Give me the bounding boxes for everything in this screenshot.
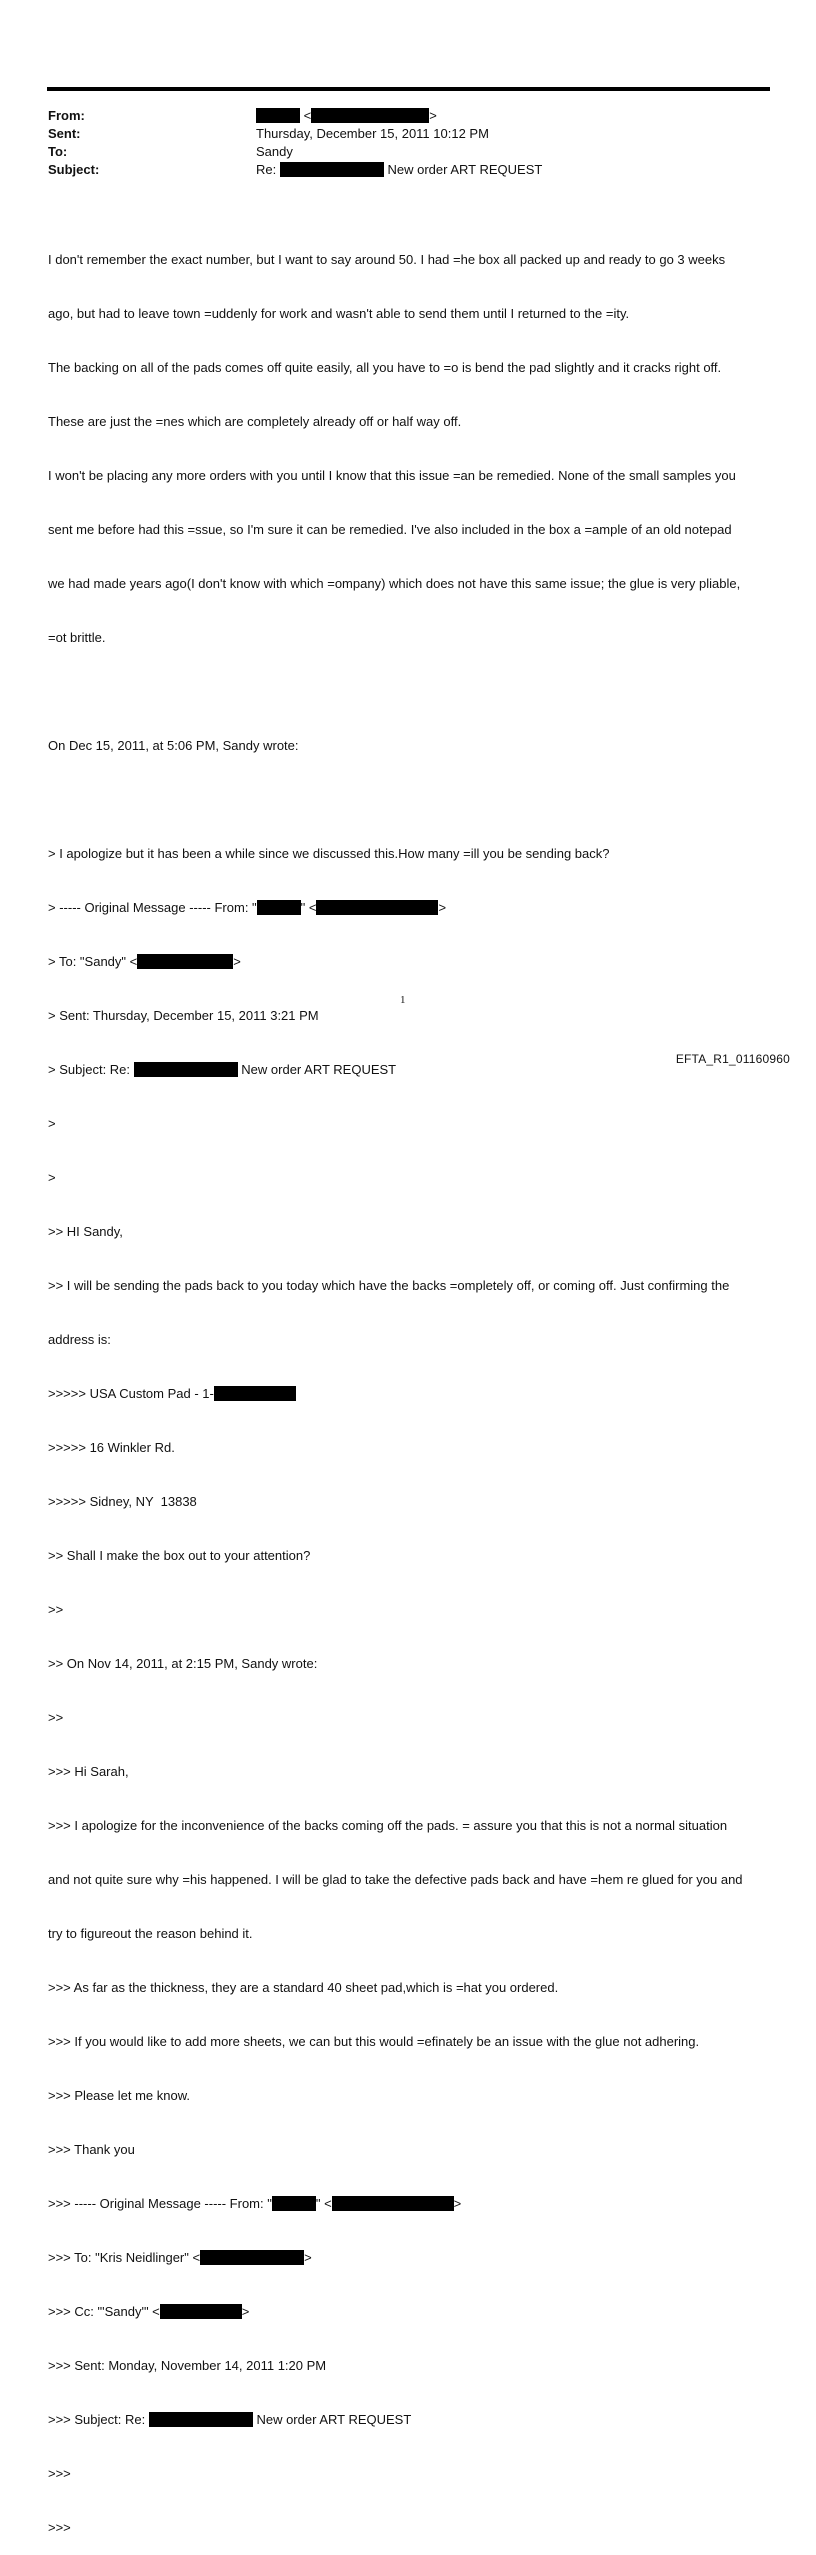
body-line: These are just the =nes which are completely already off or half way off. — [48, 414, 462, 429]
quoted-line: >>>>> Sidney, NY 13838 — [48, 1494, 197, 1509]
quoted-line: >> — [48, 1710, 64, 1725]
quoted-line: >>> Subject: Re: New order ART REQUEST — [48, 2412, 412, 2427]
quoted-line: >> — [48, 1602, 64, 1617]
quoted-line: >>> If you would like to add more sheets, we can but this would =efinately be an issue with the glue not adhering. — [48, 2034, 700, 2049]
quoted-line: >>> I apologize for the inconvenience of the backs coming off the pads. = assure you that this is not a normal situation — [48, 1818, 728, 1833]
page-number: 1 — [400, 994, 406, 1006]
quoted-line: and not quite sure why =his happened. I will be glad to take the defective pads back and have =hem re glued for you and — [48, 1872, 743, 1887]
quoted-line: >>> — [48, 2466, 71, 2481]
redaction-box — [280, 162, 384, 177]
sent-value: Thursday, December 15, 2011 10:12 PM — [256, 126, 489, 141]
quoted-line: >>>>> 16 Winkler Rd. — [48, 1440, 175, 1455]
from-value: < > — [256, 107, 437, 125]
body-line: =ot brittle. — [48, 630, 106, 645]
redaction-box — [256, 108, 300, 123]
quoted-line: >> Shall I make the box out to your attention? — [48, 1548, 311, 1563]
message-body — [48, 215, 772, 2555]
sent-label: Sent: — [48, 126, 81, 141]
body-line: The backing on all of the pads comes off quite easily, all you have to =o is bend the pad slightly and it cracks right off. — [48, 360, 722, 375]
redaction-box — [134, 1062, 238, 1077]
body-line: I won't be placing any more orders with you until I know that this issue =an be remedied. None of the small samples you — [48, 468, 736, 483]
quoted-line: >>> — [48, 2520, 71, 2535]
redaction-box — [311, 108, 429, 123]
quoted-line: >>>>> USA Custom Pad - 1- — [48, 1385, 772, 1403]
subject-value: Re: New order ART REQUEST — [256, 162, 543, 177]
quoted-line: > To: "Sandy" < > — [48, 954, 241, 969]
quoted-line: >>> To: "Kris Neidlinger" < > — [48, 2250, 312, 2265]
from-label: From: — [48, 108, 85, 123]
redaction-box — [160, 2304, 242, 2319]
quoted-line: > — [48, 1170, 56, 1185]
quoted-line: >>> Thank you — [48, 2142, 135, 2157]
quoted-line: >> I will be sending the pads back to you today which have the backs =ompletely off, or coming off. Just confirming the — [48, 1278, 730, 1293]
body-line: I don't remember the exact number, but I want to say around 50. I had =he box all packed up and ready to go 3 weeks — [48, 252, 726, 267]
body-line: ago, but had to leave town =uddenly for work and wasn't able to send them until I returned to the =ity. — [48, 306, 630, 321]
quoted-line: >> On Nov 14, 2011, at 2:15 PM, Sandy wrote: — [48, 1656, 318, 1671]
redaction-box — [214, 1386, 296, 1401]
redaction-box — [332, 2196, 454, 2211]
quoted-line: >>> As far as the thickness, they are a standard 40 sheet pad,which is =hat you ordered. — [48, 1980, 559, 1995]
quoted-line: try to figureout the reason behind it. — [48, 1926, 253, 1941]
redaction-box — [149, 2412, 253, 2427]
body-line: we had made years ago(I don't know with which =ompany) which does not have this same issue; the glue is very pliable, — [48, 576, 741, 591]
quoted-line: > Subject: Re: New order ART REQUEST — [48, 1062, 397, 1077]
quoted-line: >> HI Sandy, — [48, 1224, 123, 1239]
quoted-line: >>> ----- Original Message ----- From: " " < > — [48, 2196, 462, 2211]
to-value: Sandy — [256, 144, 293, 159]
redaction-box — [137, 954, 233, 969]
quoted-line: > Sent: Thursday, December 15, 2011 3:21 PM — [48, 1008, 319, 1023]
quote-intro: On Dec 15, 2011, at 5:06 PM, Sandy wrote: — [48, 738, 299, 753]
quoted-line: address is: — [48, 1332, 111, 1347]
quoted-line: >>> Hi Sarah, — [48, 1764, 129, 1779]
quoted-line: > — [48, 1116, 56, 1131]
quoted-line: > I apologize but it has been a while since we discussed this.How many =ill you be sending back? — [48, 846, 610, 861]
subject-label: Subject: — [48, 162, 100, 177]
quoted-line: >>> Sent: Monday, November 14, 2011 1:20 PM — [48, 2358, 327, 2373]
blank-line — [48, 791, 772, 809]
bates-number: EFTA_R1_01160960 — [675, 1052, 790, 1066]
quoted-line: > ----- Original Message ----- From: " " < > — [48, 900, 447, 915]
redaction-box — [272, 2196, 316, 2211]
body-line: sent me before had this =ssue, so I'm sure it can be remedied. I've also included in the box a =ample of an old notepad — [48, 522, 732, 537]
blank-line — [48, 683, 772, 701]
quoted-line: >>> Cc: "'Sandy'" < > — [48, 2304, 250, 2319]
quoted-line: >>> Please let me know. — [48, 2088, 191, 2103]
redaction-box — [316, 900, 438, 915]
redaction-box — [200, 2250, 304, 2265]
to-label: To: — [48, 144, 68, 159]
redaction-box — [257, 900, 301, 915]
header-rule — [47, 87, 770, 91]
